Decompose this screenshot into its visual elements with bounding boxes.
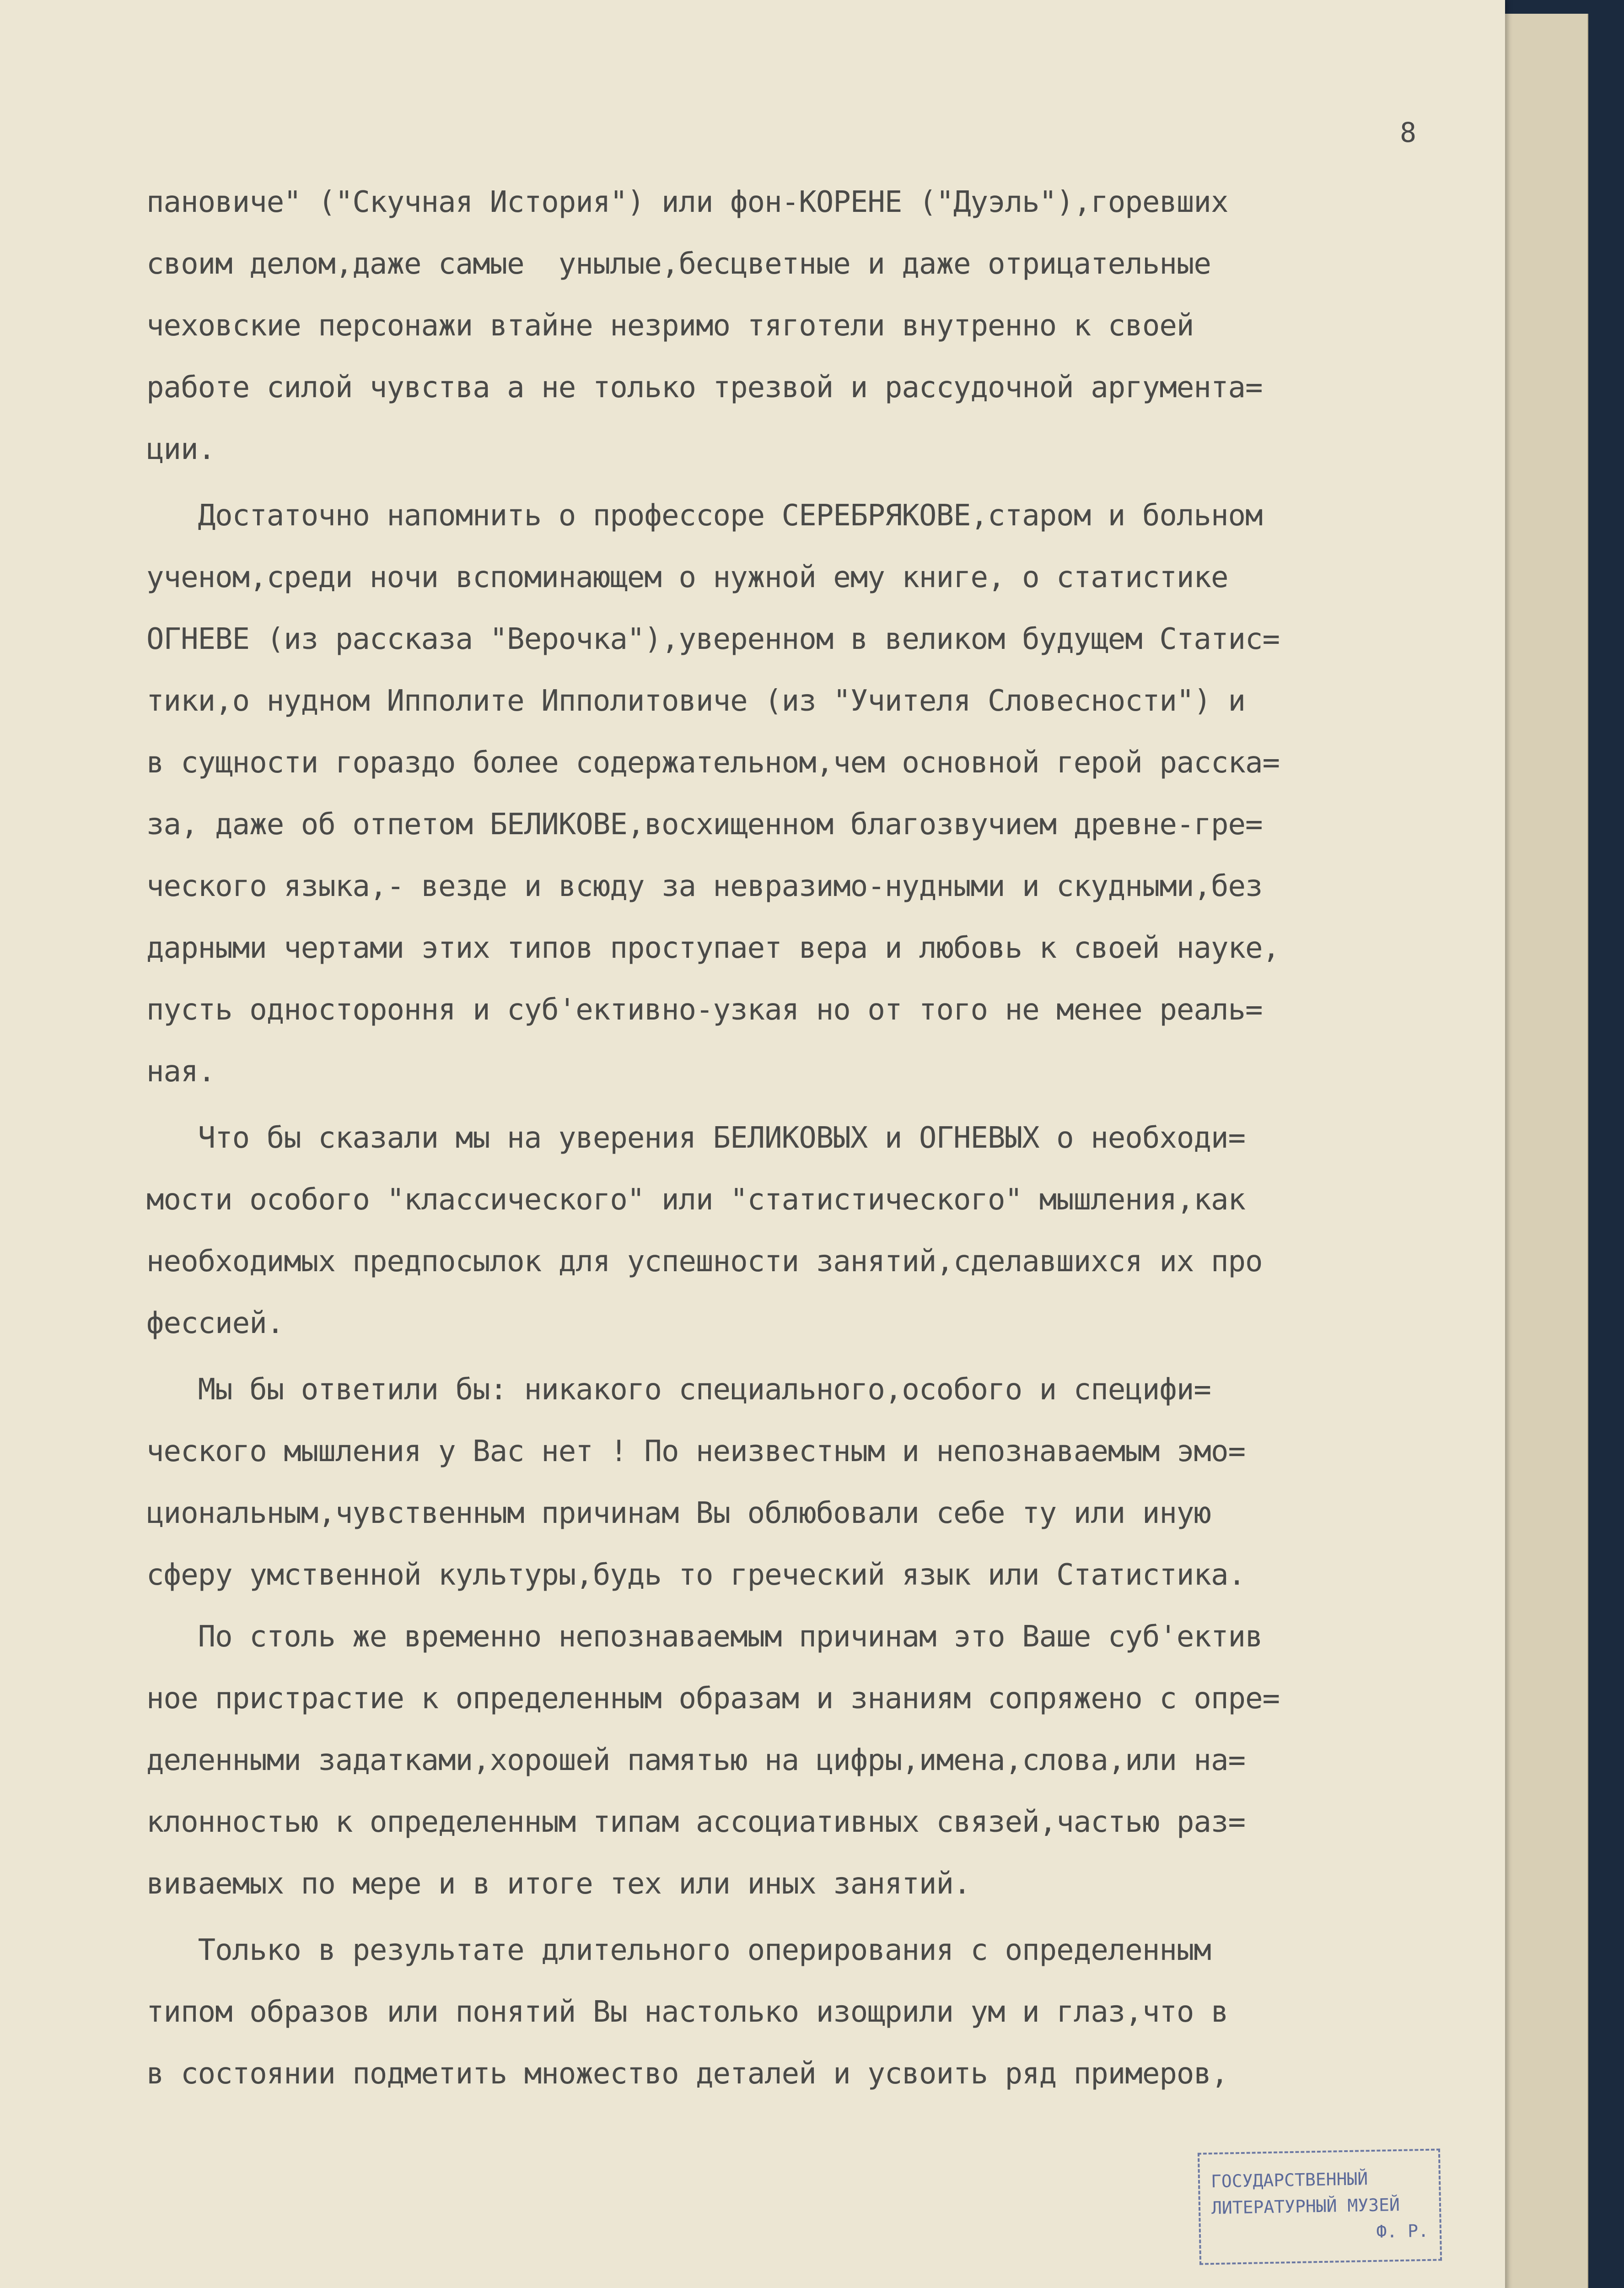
text-line: тики,о нудном Ипполите Ипполитовиче (из "Учителя Словесности") и xyxy=(146,684,1245,718)
text-line: в состоянии подметить множество деталей и усвоить ряд примеров, xyxy=(146,2057,1228,2091)
text-line: фессией. xyxy=(146,1306,284,1340)
text-line: за, даже об отпетом БЕЛИКОВЕ,восхищенном благозвучием древне-гре= xyxy=(146,808,1263,842)
text-line: типом образов или понятий Вы настолько изощрили ум и глаз,что в xyxy=(146,1995,1228,2029)
text-line: виваемых по мере и в итоге тех или иных занятий. xyxy=(146,1867,971,1901)
text-line: Что бы сказали мы на уверения БЕЛИКОВЫХ и ОГНЕВЫХ о необходи= xyxy=(146,1121,1245,1155)
text-line: деленными задатками,хорошей памятью на цифры,имена,слова,или на= xyxy=(146,1743,1245,1777)
text-line: клонностью к определенным типам ассоциативных связей,частью раз= xyxy=(146,1805,1245,1839)
text-line: По столь же временно непознаваемым причинам это Ваше суб'ектив xyxy=(146,1620,1263,1654)
text-line: ное пристрастие к определенным образам и знаниям сопряжено с опре= xyxy=(146,1682,1280,1716)
text-line: чеховские персонажи втайне незримо тяготели внутренно к своей xyxy=(146,309,1194,343)
text-line: своим делом,даже самые унылые,бесцветные и даже отрицательные xyxy=(146,247,1211,281)
archive-stamp xyxy=(1198,2148,1442,2265)
text-line: Только в результате длительного оперирования с определенным xyxy=(146,1933,1211,1967)
page-number: 8 xyxy=(1400,117,1417,149)
stamp-text: ГОСУДАРСТВЕННЫЙ xyxy=(1210,2169,1368,2192)
text-line: дарными чертами этих типов проступает вера и любовь к своей науке, xyxy=(146,931,1280,965)
text-line: Мы бы ответили бы: никакого специального,особого и специфи= xyxy=(146,1373,1211,1407)
text-line: ческого языка,- везде и всюду за невразимо-нудными и скудными,без xyxy=(146,869,1263,903)
stamp-text: Ф. Р. xyxy=(1376,2220,1429,2242)
text-line: ная. xyxy=(146,1055,215,1089)
text-line: ческого мышления у Вас нет ! По неизвестным и непознаваемым эмо= xyxy=(146,1435,1245,1468)
text-line: сферу умственной культуры,будь то греческий язык или Статистика. xyxy=(146,1558,1245,1592)
stamp-text: ЛИТЕРАТУРНЫЙ МУЗЕЙ xyxy=(1211,2194,1400,2218)
page-stack-edge xyxy=(1496,14,1588,2288)
text-line: мости особого "классического" или "статистического" мышления,как xyxy=(146,1183,1245,1217)
text-line: Достаточно напомнить о профессоре СЕРЕБРЯКОВЕ,старом и больном xyxy=(146,499,1263,533)
text-line: ции. xyxy=(146,432,215,466)
text-line: циональным,чувственным причинам Вы облюбовали себе ту или иную xyxy=(146,1496,1211,1530)
text-line: работе силой чувства а не только трезвой и рассудочной аргумента= xyxy=(146,371,1263,405)
text-line: ОГНЕВЕ (из рассказа "Верочка"),уверенном в великом будущем Статис= xyxy=(146,622,1280,656)
typed-text xyxy=(146,172,1491,2105)
text-line: пановиче" ("Скучная История") или фон-КОРЕНЕ ("Дуэль"),горевших xyxy=(146,185,1228,219)
text-line: в сущности гораздо более содержательном,чем основной герой расска= xyxy=(146,746,1280,780)
text-line: ученом,среди ночи вспоминающем о нужной ему книге, о статистике xyxy=(146,561,1228,594)
text-line: пусть одностороння и суб'ективно-узкая но от того не менее реаль= xyxy=(146,993,1263,1027)
text-line: необходимых предпосылок для успешности занятий,сделавшихся их про xyxy=(146,1245,1263,1279)
